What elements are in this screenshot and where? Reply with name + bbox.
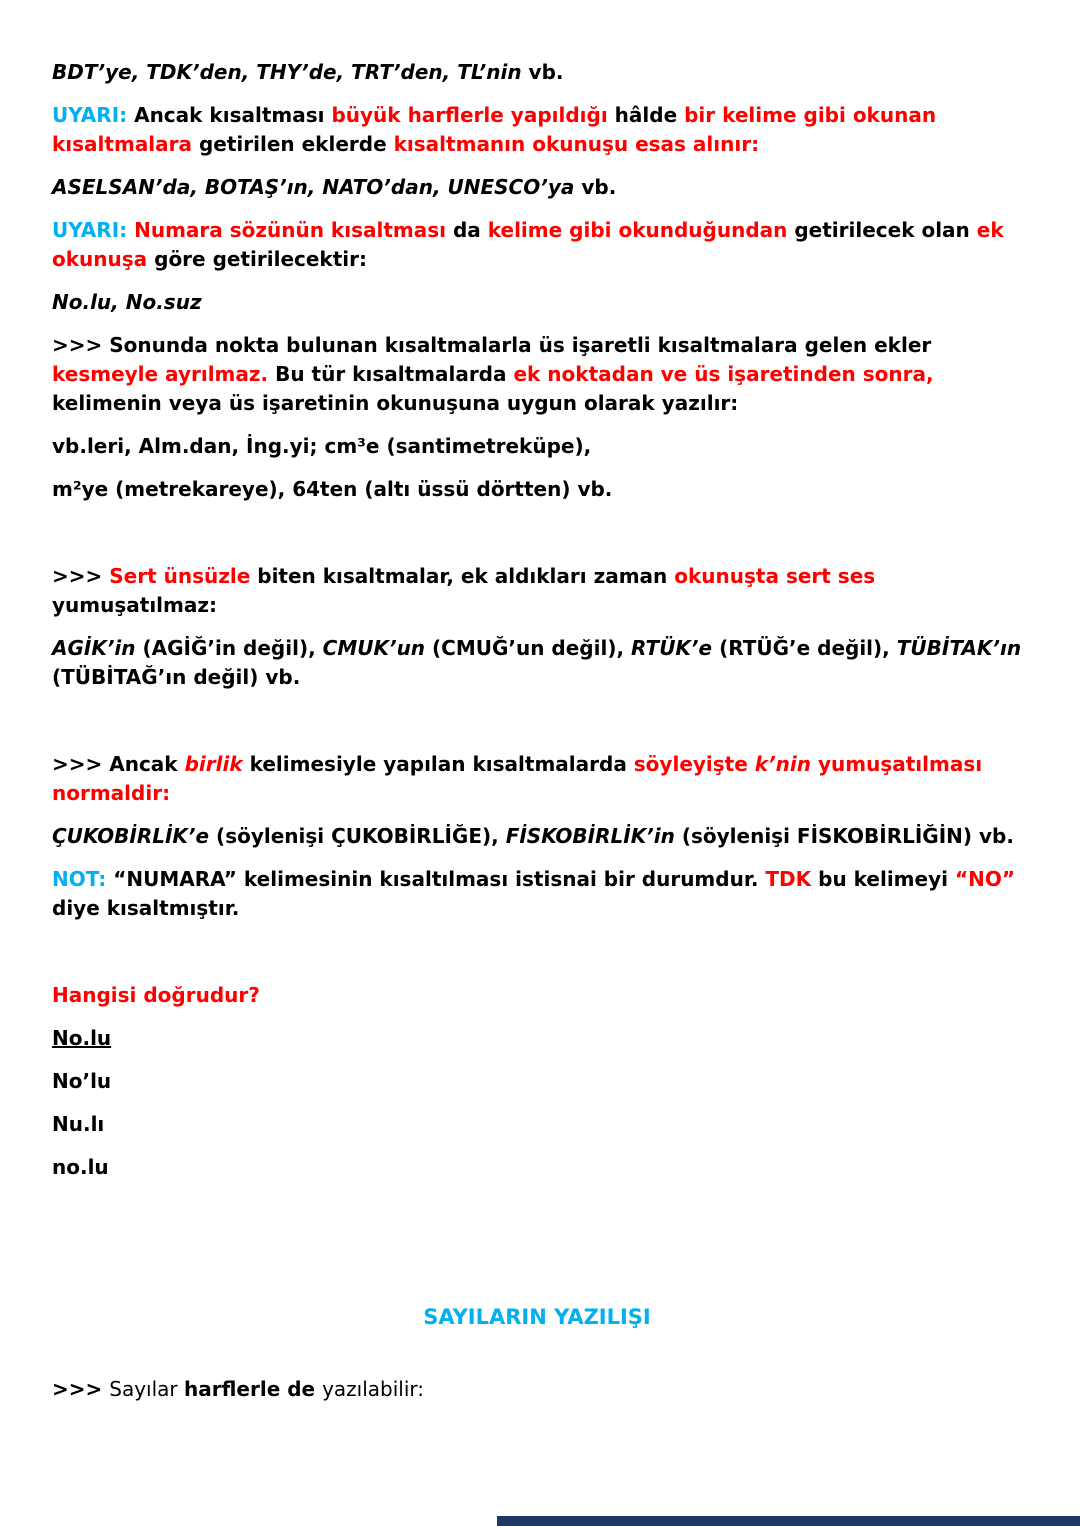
text-segment: No.lu	[52, 1026, 112, 1050]
text-segment: ÇUKOBİRLİK’e	[52, 824, 217, 848]
question-title	[52, 981, 1022, 1010]
text-segment: kelimenin veya üs işaretinin okunuşuna uygun olarak yazılır:	[52, 391, 739, 415]
text-segment: “NUMARA”	[113, 867, 244, 891]
text-segment: UYARI:	[52, 218, 135, 242]
text-segment: getirilen eklerde	[198, 132, 394, 156]
answer-option	[52, 1067, 1022, 1096]
text-segment: Nu.lı	[52, 1112, 105, 1136]
text-segment: harflerle de	[184, 1377, 323, 1401]
text-segment: Ancak kısaltması	[134, 103, 332, 127]
text-segment: birlik	[184, 752, 250, 776]
text-segment: biten kısaltmalar, ek aldıkları zaman	[257, 564, 675, 588]
text-segment: bir kelime gibi okunan kısaltmalara	[52, 103, 937, 156]
text-segment: >>> Ancak	[52, 752, 185, 776]
text-segment: da	[452, 218, 488, 242]
text-segment: ASELSAN’da, BOTAŞ’ın, NATO’dan, UNESCO’ya	[52, 175, 575, 199]
text-segment: NOT:	[52, 867, 114, 891]
rule-paragraph	[52, 1375, 1022, 1404]
text-segment: Hangisi doğrudur?	[52, 983, 260, 1007]
text-segment: kelime gibi okunduğundan	[487, 218, 795, 242]
example-line	[52, 173, 1022, 202]
text-segment: CMUK’un	[322, 636, 433, 660]
next-section-bar	[497, 1516, 1080, 1526]
text-segment: yazılabilir:	[322, 1377, 425, 1401]
example-line	[52, 822, 1022, 851]
text-segment: kesmeyle ayrılmaz.	[52, 362, 269, 386]
text-segment: m²ye (metrekareye), 64ten (altı üssü dörtten) vb.	[52, 477, 613, 501]
text-segment: kısaltmanın okunuşu esas alınır:	[393, 132, 760, 156]
text-segment: FİSKOBİRLİK’in	[505, 824, 682, 848]
text-segment: (CMUĞ’un değil),	[432, 636, 632, 660]
text-segment: (RTÜĞ’e değil),	[719, 636, 897, 660]
text-segment: RTÜK’e	[631, 636, 720, 660]
note-paragraph	[52, 865, 1022, 923]
warning-paragraph	[52, 101, 1022, 159]
text-segment: (söylenişi FİSKOBİRLİĞİN) vb.	[681, 824, 1014, 848]
text-segment: k’nin	[754, 752, 818, 776]
text-segment: UYARI:	[52, 103, 135, 127]
text-segment: Sayılar	[109, 1377, 184, 1401]
text-segment: bu kelimeyi	[818, 867, 955, 891]
rule-paragraph	[52, 331, 1022, 418]
text-segment: TDK	[765, 867, 819, 891]
text-segment: göre getirilecektir:	[154, 247, 368, 271]
text-segment: BDT’ye, TDK’den, THY’de, TRT’den, TL’nin	[52, 60, 522, 84]
answer-option	[52, 1153, 1022, 1182]
text-segment: kelimesiyle yapılan kısaltmalarda	[249, 752, 634, 776]
answer-option	[52, 1024, 1022, 1053]
text-segment: ek okunuşa	[52, 218, 1004, 271]
text-segment: vb.	[521, 60, 564, 84]
text-segment: söyleyişte	[633, 752, 755, 776]
text-segment: yumuşatılmaz:	[52, 593, 217, 617]
example-line	[52, 288, 1022, 317]
text-segment: No.lu, No.suz	[52, 290, 202, 314]
text-segment: No’lu	[52, 1069, 112, 1093]
rule-paragraph	[52, 562, 1022, 620]
text-segment: (söylenişi ÇUKOBİRLİĞE),	[216, 824, 506, 848]
rule-paragraph	[52, 750, 1022, 808]
text-segment: AGİK’in	[52, 636, 143, 660]
text-segment: hâlde	[614, 103, 685, 127]
text-segment: “NO”	[954, 867, 1015, 891]
example-line	[52, 432, 1022, 461]
text-segment: Bu tür kısaltmalarda	[268, 362, 514, 386]
text-segment: Numara sözünün kısaltması	[134, 218, 453, 242]
answer-option	[52, 1110, 1022, 1139]
warning-paragraph	[52, 216, 1022, 274]
text-segment: >>>	[52, 564, 110, 588]
text-segment: okunuşta sert ses	[674, 564, 876, 588]
text-segment: TÜBİTAK’ın	[896, 636, 1022, 660]
text-segment: (AGİĞ’in değil),	[142, 636, 323, 660]
text-segment: kelimesinin kısaltılması istisnai bir durumdur.	[243, 867, 766, 891]
text-segment: no.lu	[52, 1155, 109, 1179]
text-segment: getirilecek olan	[794, 218, 977, 242]
text-segment: vb.leri, Alm.dan, İng.yi; cm³e (santimetreküpe),	[52, 434, 592, 458]
text-segment: vb.	[574, 175, 617, 199]
text-segment: büyük harflerle yapıldığı	[331, 103, 615, 127]
example-line	[52, 58, 1022, 87]
text-segment: ek noktadan ve üs işaretinden sonra,	[513, 362, 934, 386]
text-segment: yumuşatılması normaldir:	[52, 752, 983, 805]
text-segment: (TÜBİTAĞ’ın değil) vb.	[52, 665, 301, 689]
text-segment: >>> Sonunda nokta bulunan kısaltmalarla üs işaretli kısaltmalara gelen ekler	[52, 333, 932, 357]
text-segment: >>>	[52, 1377, 110, 1401]
section-heading: SAYILARIN YAZILIŞI	[423, 1305, 651, 1329]
text-segment: diye kısaltmıştır.	[52, 896, 240, 920]
example-line	[52, 475, 1022, 504]
example-line	[52, 634, 1022, 692]
text-segment: Sert ünsüzle	[109, 564, 258, 588]
